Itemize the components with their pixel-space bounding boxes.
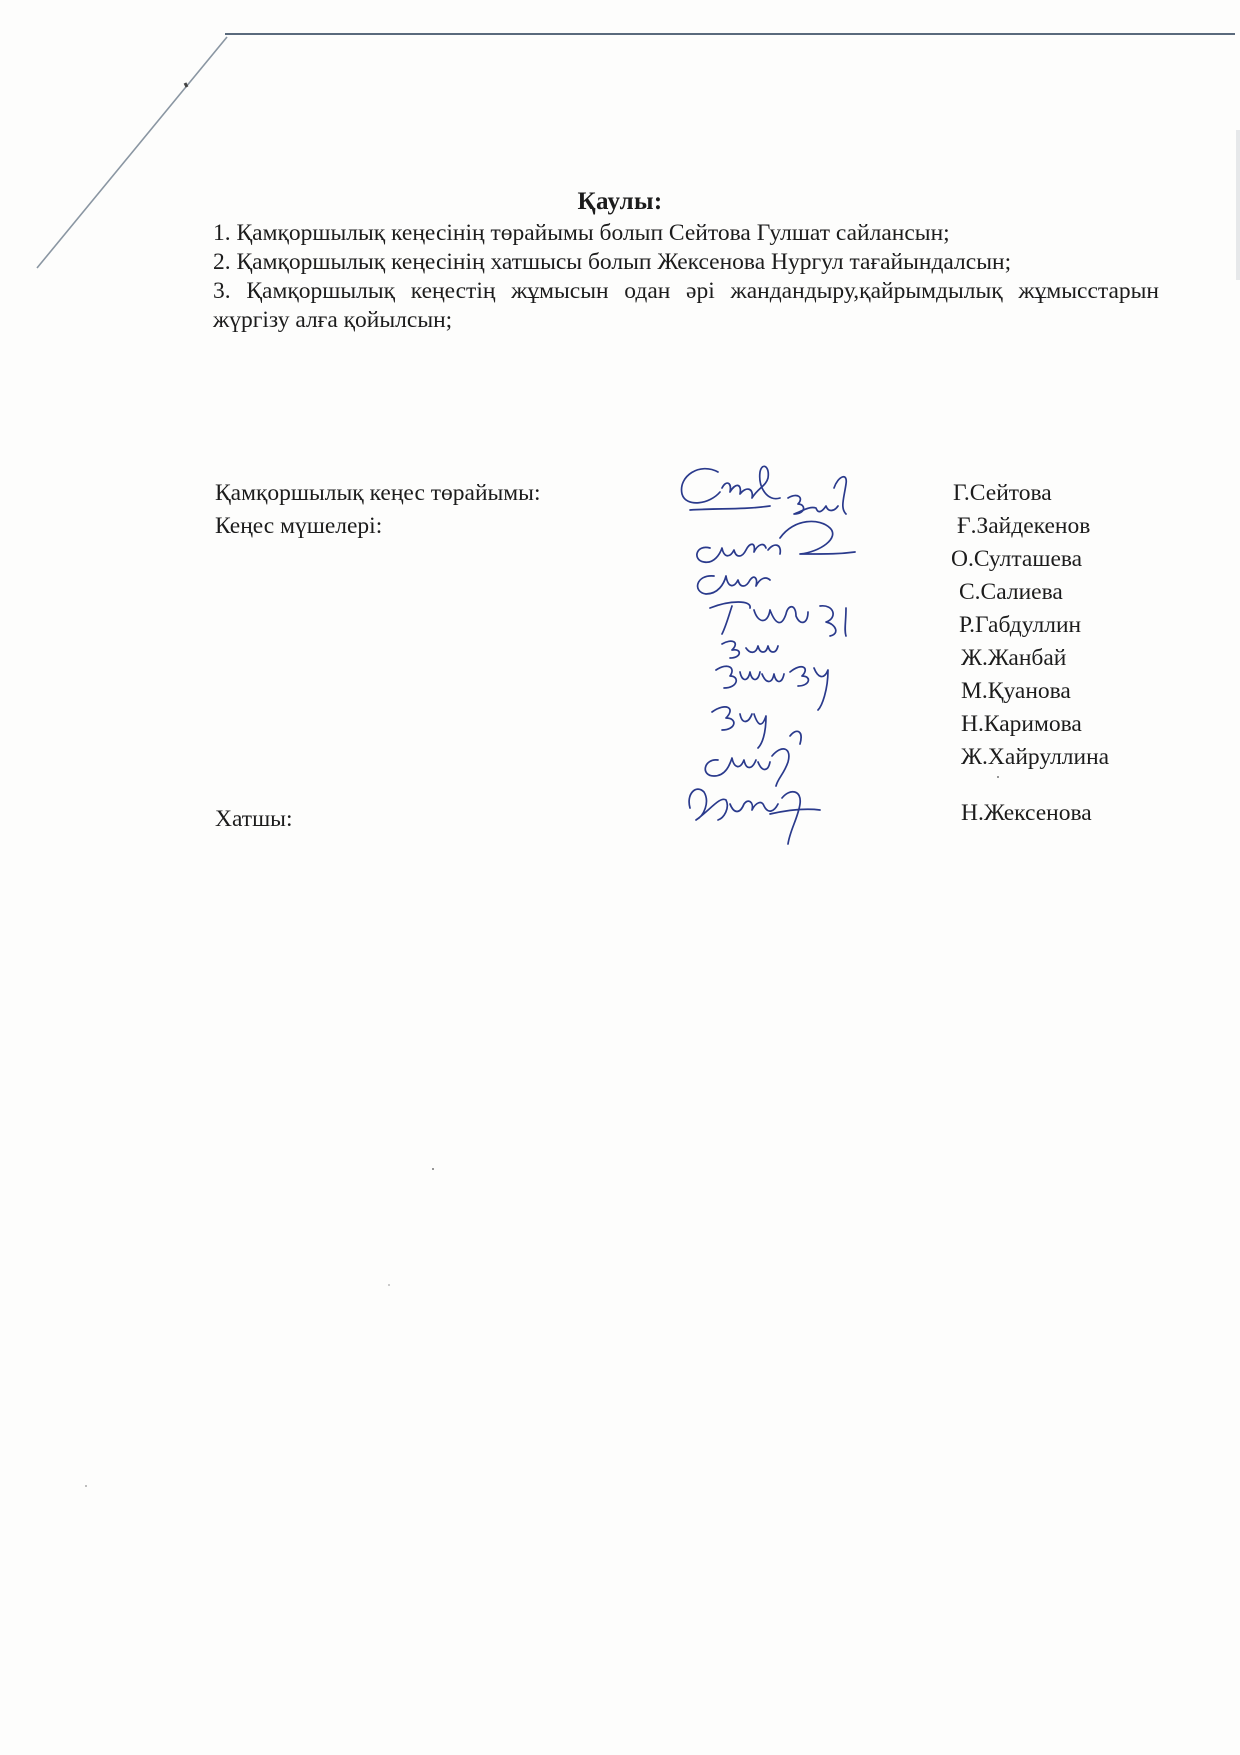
signatory-name: Ғ.Зайдекенов <box>957 513 1091 539</box>
scan-edge-line <box>225 33 1235 35</box>
resolution-item: 3. Қамқоршылық кеңестің жұмысын одан әрі жандандыру,қайрымдылық жұмысстарын жүргізу алға қойылсын; <box>213 278 1159 333</box>
resolution-item: 1. Қамқоршылық кеңесінің төрайымы болып Сейтова Гулшат сайлансын; <box>213 220 950 246</box>
handwritten-signatures <box>670 458 920 848</box>
signatory-name: М.Қуанова <box>961 678 1071 704</box>
scan-speck <box>432 1168 434 1170</box>
signatory-name: Р.Габдуллин <box>959 612 1082 638</box>
scan-corner-fold <box>35 35 230 270</box>
chair-label: Қамқоршылық кеңес төрайымы: <box>215 480 541 506</box>
scan-speck <box>388 1284 390 1286</box>
resolution-item: 2. Қамқоршылық кеңесінің хатшысы болып Жексенова Нургул тағайындалсын; <box>213 249 1012 275</box>
resolution-list <box>213 219 1159 335</box>
signatory-list <box>947 477 1109 774</box>
scan-speck <box>85 1485 87 1487</box>
signatory-name: Н.Каримова <box>961 711 1082 737</box>
signatory-name: С.Салиева <box>959 579 1063 605</box>
signatory-name: О.Султашева <box>951 546 1083 572</box>
secretary-name: Н.Жексенова <box>961 800 1092 826</box>
secretary-label: Хатшы: <box>215 806 293 832</box>
scan-speck <box>997 776 999 778</box>
signatory-name: Г.Сейтова <box>953 480 1052 506</box>
signatory-name: Ж.Хайруллина <box>961 744 1110 770</box>
members-label: Кеңес мүшелері: <box>215 513 383 539</box>
document-heading: Қаулы: <box>577 188 663 215</box>
signatory-name: Ж.Жанбай <box>961 645 1067 671</box>
